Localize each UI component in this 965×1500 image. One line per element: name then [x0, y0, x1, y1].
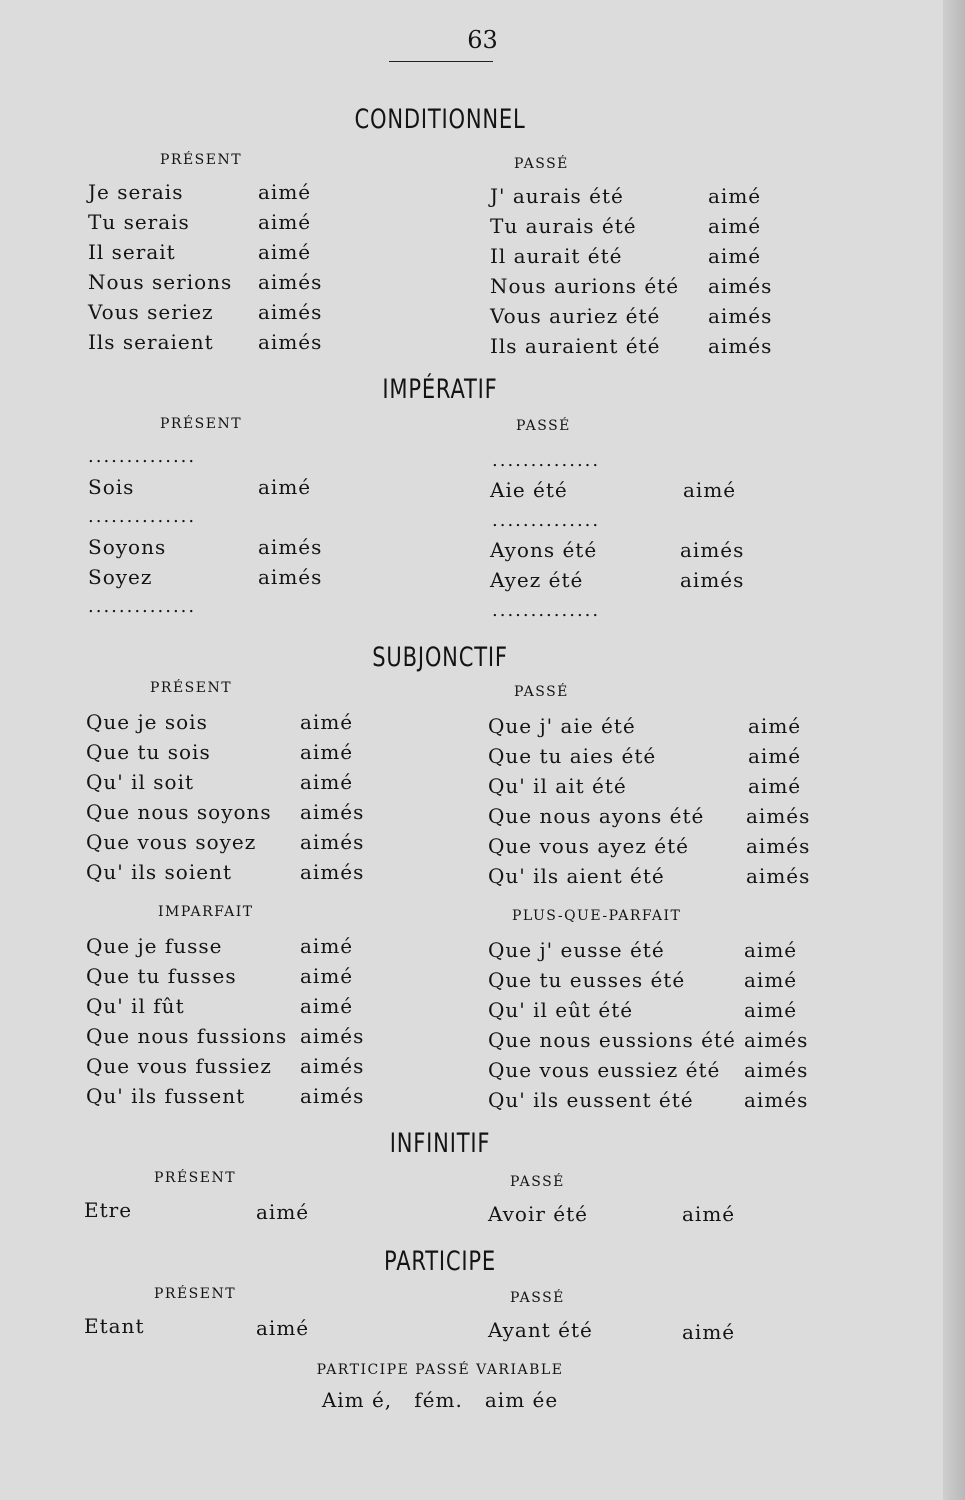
imperatif-dots: .............. [88, 446, 197, 467]
subjonctif-pqp-subject: Que j' eusse été [488, 938, 665, 962]
imperatif-dots: .............. [88, 506, 197, 527]
subjonctif-pqp-subject: Que vous eussiez été [488, 1058, 721, 1082]
conditionnel-present-participle: aimés [258, 270, 323, 294]
imperatif-passe-subject: Aie été [490, 478, 568, 502]
subjonctif-passe-participle: aimé [748, 744, 802, 768]
subjonctif-pqp-label: PLUS-QUE-PARFAIT [512, 908, 682, 924]
conditionnel-passe-participle: aimés [708, 334, 773, 358]
heading-subjonctif: SUBJONCTIF [372, 642, 508, 673]
conditionnel-passe-participle: aimé [708, 184, 762, 208]
subjonctif-imparfait-subject: Que vous fussiez [86, 1054, 272, 1078]
conditionnel-present-subject: Je serais [88, 180, 184, 204]
imperatif-dots: .............. [88, 596, 197, 617]
infinitif-present-participle: aimé [256, 1200, 310, 1224]
subjonctif-present-participle: aimé [300, 770, 354, 794]
subjonctif-present-subject: Qu' il soit [86, 770, 195, 794]
subjonctif-imparfait-participle: aimés [300, 1084, 365, 1108]
subjonctif-pqp-participle: aimé [744, 998, 798, 1022]
subjonctif-pqp-participle: aimés [744, 1028, 809, 1052]
conditionnel-present-subject: Tu serais [88, 210, 190, 234]
imperatif-passe-participle: aimé [683, 478, 737, 502]
subjonctif-present-subject: Qu' ils soient [86, 860, 233, 884]
imperatif-present-subject: Soyons [88, 535, 167, 559]
participe-present-form: Etant [84, 1314, 145, 1338]
heading-imperatif: IMPÉRATIF [382, 374, 498, 405]
subjonctif-pqp-subject: Que tu eusses été [488, 968, 686, 992]
participe-variable-text: Aim é, fém. aim ée [321, 1388, 559, 1412]
conditionnel-passe-participle: aimés [708, 304, 773, 328]
imperatif-passe-participle: aimés [680, 568, 745, 592]
subjonctif-passe-subject: Qu' ils aient été [488, 864, 665, 888]
imperatif-dots: .............. [492, 450, 601, 471]
infinitif-present-label: PRÉSENT [154, 1170, 237, 1186]
subjonctif-imparfait-participle: aimé [300, 964, 354, 988]
subjonctif-imparfait-label: IMPARFAIT [158, 904, 254, 920]
conditionnel-present-label: PRÉSENT [160, 152, 243, 168]
conditionnel-passe-subject: Vous auriez été [490, 304, 661, 328]
imperatif-dots: .............. [492, 600, 601, 621]
imperatif-present-label: PRÉSENT [160, 416, 243, 432]
conditionnel-present-participle: aimé [258, 240, 312, 264]
imperatif-passe-participle: aimés [680, 538, 745, 562]
page-number-rule [389, 61, 493, 62]
conditionnel-present-participle: aimés [258, 300, 323, 324]
subjonctif-imparfait-participle: aimés [300, 1054, 365, 1078]
subjonctif-passe-participle: aimé [748, 774, 802, 798]
subjonctif-imparfait-subject: Que tu fusses [86, 964, 237, 988]
subjonctif-passe-participle: aimés [746, 864, 811, 888]
subjonctif-present-participle: aimé [300, 710, 354, 734]
subjonctif-passe-subject: Que nous ayons été [488, 804, 705, 828]
subjonctif-present-label: PRÉSENT [150, 680, 233, 696]
subjonctif-passe-subject: Qu' il ait été [488, 774, 627, 798]
subjonctif-present-subject: Que je sois [86, 710, 208, 734]
subjonctif-passe-label: PASSÉ [514, 684, 569, 700]
conditionnel-passe-subject: Nous aurions été [490, 274, 680, 298]
subjonctif-imparfait-subject: Que je fusse [86, 934, 223, 958]
participe-passe-form: Ayant été [488, 1318, 593, 1342]
imperatif-passe-subject: Ayez été [490, 568, 584, 592]
conditionnel-present-participle: aimé [258, 210, 312, 234]
subjonctif-passe-participle: aimés [746, 804, 811, 828]
infinitif-passe-form: Avoir été [488, 1202, 588, 1226]
subjonctif-present-participle: aimés [300, 800, 365, 824]
imperatif-dots: .............. [492, 510, 601, 531]
subjonctif-present-participle: aimés [300, 830, 365, 854]
participe-present-label: PRÉSENT [154, 1286, 237, 1302]
heading-conditionnel: CONDITIONNEL [354, 104, 526, 135]
page-number: 63 [467, 26, 498, 54]
subjonctif-imparfait-subject: Qu' il fût [86, 994, 185, 1018]
conditionnel-passe-subject: Il aurait été [490, 244, 623, 268]
conditionnel-passe-subject: Tu aurais été [490, 214, 637, 238]
heading-infinitif: INFINITIF [389, 1128, 491, 1159]
subjonctif-imparfait-participle: aimé [300, 934, 354, 958]
imperatif-passe-label: PASSÉ [516, 418, 571, 434]
subjonctif-pqp-participle: aimé [744, 938, 798, 962]
subjonctif-passe-subject: Que tu aies été [488, 744, 657, 768]
participe-variable-label: PARTICIPE PASSÉ VARIABLE [316, 1362, 564, 1378]
subjonctif-pqp-participle: aimé [744, 968, 798, 992]
conditionnel-present-subject: Nous serions [88, 270, 233, 294]
conditionnel-present-subject: Ils seraient [88, 330, 214, 354]
conditionnel-present-participle: aimé [258, 180, 312, 204]
participe-passe-label: PASSÉ [510, 1290, 565, 1306]
infinitif-present-form: Etre [84, 1198, 133, 1222]
participe-passe-participle: aimé [682, 1320, 736, 1344]
subjonctif-pqp-participle: aimés [744, 1088, 809, 1112]
imperatif-present-participle: aimés [258, 535, 323, 559]
conditionnel-present-participle: aimés [258, 330, 323, 354]
conditionnel-passe-participle: aimés [708, 274, 773, 298]
subjonctif-passe-participle: aimé [748, 714, 802, 738]
imperatif-passe-subject: Ayons été [490, 538, 598, 562]
conditionnel-passe-participle: aimé [708, 244, 762, 268]
subjonctif-pqp-participle: aimés [744, 1058, 809, 1082]
subjonctif-passe-subject: Que vous ayez été [488, 834, 689, 858]
conditionnel-passe-label: PASSÉ [514, 156, 569, 172]
conditionnel-passe-subject: J' aurais été [490, 184, 624, 208]
subjonctif-pqp-subject: Qu' il eût été [488, 998, 634, 1022]
heading-participe: PARTICIPE [384, 1246, 496, 1277]
subjonctif-pqp-subject: Que nous eussions été [488, 1028, 736, 1052]
participe-present-participle: aimé [256, 1316, 310, 1340]
subjonctif-present-participle: aimé [300, 740, 354, 764]
conditionnel-present-subject: Il serait [88, 240, 176, 264]
conditionnel-passe-participle: aimé [708, 214, 762, 238]
subjonctif-imparfait-participle: aimés [300, 1024, 365, 1048]
infinitif-passe-participle: aimé [682, 1202, 736, 1226]
conditionnel-present-subject: Vous seriez [88, 300, 214, 324]
subjonctif-present-subject: Que nous soyons [86, 800, 272, 824]
subjonctif-imparfait-subject: Que nous fussions [86, 1024, 288, 1048]
imperatif-present-participle: aimé [258, 475, 312, 499]
imperatif-present-subject: Sois [88, 475, 135, 499]
imperatif-present-participle: aimés [258, 565, 323, 589]
imperatif-present-subject: Soyez [88, 565, 153, 589]
infinitif-passe-label: PASSÉ [510, 1174, 565, 1190]
subjonctif-imparfait-participle: aimé [300, 994, 354, 1018]
subjonctif-passe-subject: Que j' aie été [488, 714, 636, 738]
page-edge [943, 0, 965, 1500]
subjonctif-imparfait-subject: Qu' ils fussent [86, 1084, 246, 1108]
subjonctif-present-participle: aimés [300, 860, 365, 884]
subjonctif-present-subject: Que tu sois [86, 740, 211, 764]
subjonctif-present-subject: Que vous soyez [86, 830, 257, 854]
conditionnel-passe-subject: Ils auraient été [490, 334, 661, 358]
subjonctif-pqp-subject: Qu' ils eussent été [488, 1088, 694, 1112]
subjonctif-passe-participle: aimés [746, 834, 811, 858]
